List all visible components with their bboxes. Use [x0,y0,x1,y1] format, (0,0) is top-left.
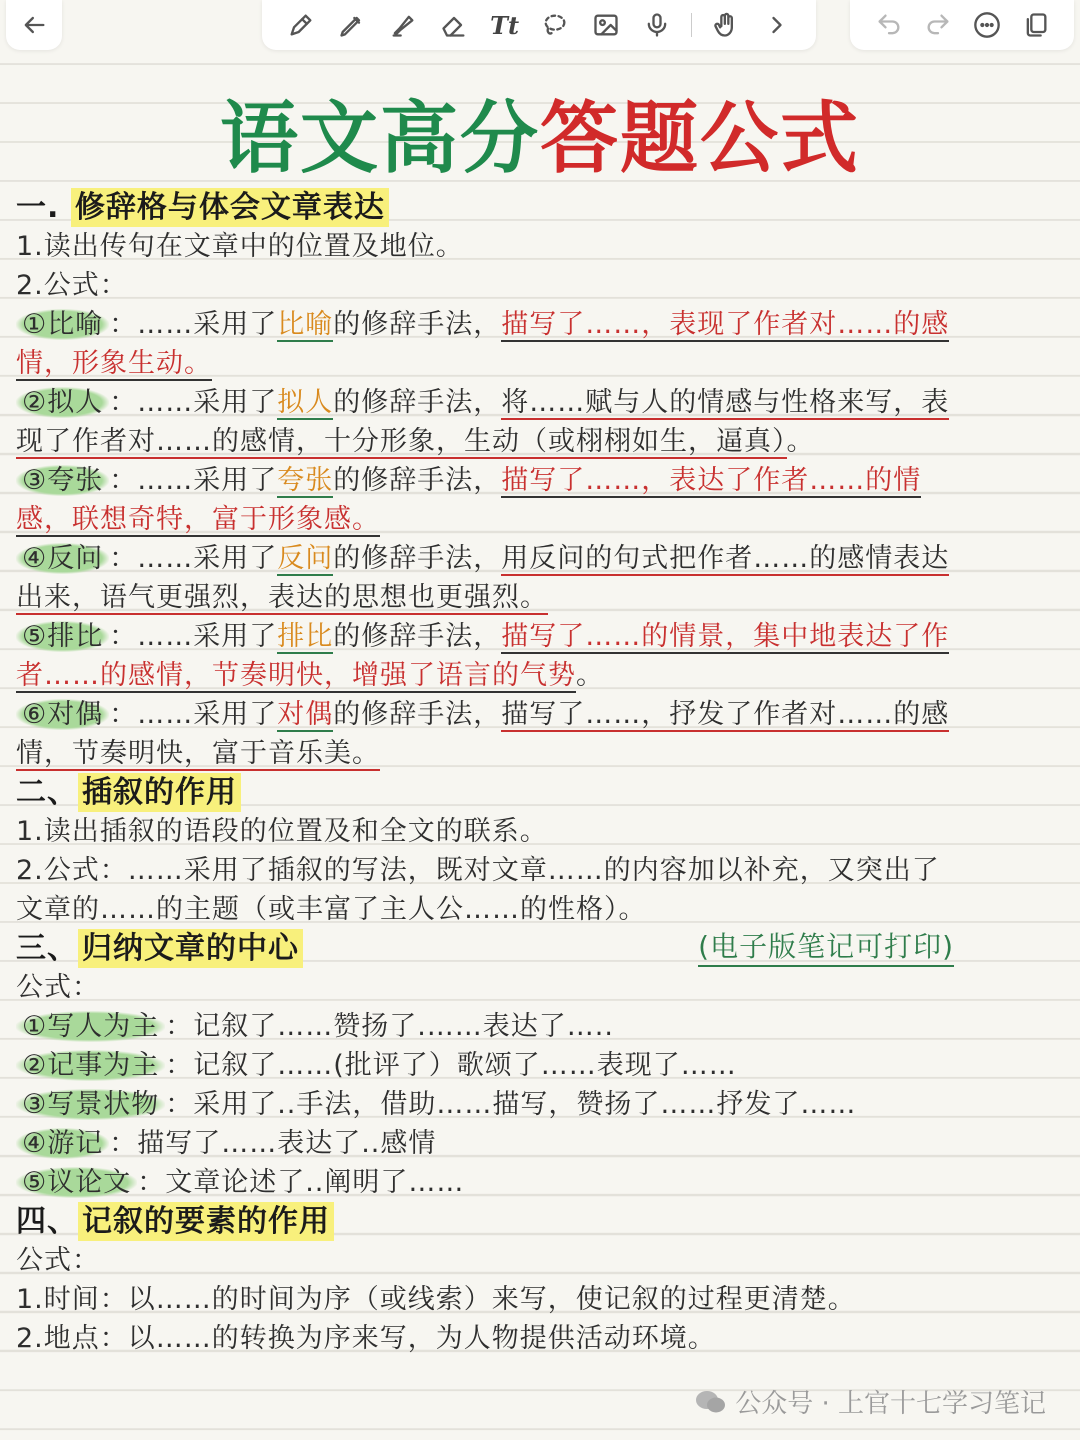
formula-text: 描写了……，抒发了作者对……的感 [501,699,950,730]
redo-icon[interactable] [921,8,955,42]
center-text: ：文章论述了..阐明了…… [137,1167,465,1198]
note-text: 的修辞手法， [333,387,502,418]
formula-text: 情，形象生动。 [16,348,212,379]
heading-text: 归纳文章的中心 [78,929,303,968]
rhetoric-metaphor-line-2 [16,344,1066,383]
rhetoric-label: ④反问 [16,543,109,574]
text-icon[interactable] [488,8,522,42]
note-text: ：……采用了 [109,543,278,574]
rhetoric-label: ⑥对偶 [16,699,109,730]
rhetoric-label: ②拟人 [16,387,109,418]
formula-text: 出来，语气更强烈，表达的思想也更强烈。 [16,582,548,613]
arrow-left-icon[interactable] [20,8,48,42]
rhetoric-metaphor-line-1 [16,305,1066,344]
microphone-icon[interactable] [640,8,674,42]
rhetoric-term: 反问 [277,543,334,574]
image-icon[interactable] [589,8,623,42]
formula-text: 用反问的句式把作者……的感情表达 [501,543,950,574]
wechat-icon [695,1389,727,1415]
note-text: ：……采用了 [109,699,278,730]
printable-note: (电子版笔记可打印) [698,929,954,967]
note-text: 的修辞手法， [333,465,502,496]
center-item-1 [16,1007,1066,1046]
note-line: 1.读出传句在文章中的位置及地位。 [16,231,464,262]
watermark [695,1383,1046,1420]
rhetoric-personify-line-1 [16,383,1066,422]
formula-text: 描写了……，表现了作者对……的感 [501,309,950,340]
center-text: ：采用了..手法，借助……描写，赞扬了……抒发了…… [165,1089,857,1120]
lasso-icon[interactable] [538,8,572,42]
heading-text: 插叙的作用 [78,773,241,812]
note-text: 的修辞手法， [333,309,502,340]
rhetoric-term: 拟人 [277,387,334,418]
eraser-icon[interactable] [437,8,471,42]
note-line: 2.地点：以……的转换为序来写，为人物提供活动环境。 [16,1323,716,1354]
title-green-part: 语文高分 [219,94,540,184]
undo-icon[interactable] [872,8,906,42]
formula-text: 描写了……的情景，集中地表达了作 [501,621,950,652]
heading-text: 修辞格与体会文章表达 [71,188,389,227]
toolbar-tools [262,0,816,50]
center-item-2 [16,1046,1066,1085]
rhetoric-label: ⑤排比 [16,621,109,652]
rhetoric-term: 夸张 [277,465,334,496]
note-line: 文章的……的主题（或丰富了主人公……的性格）。 [16,894,647,925]
note-text: ：……采用了 [109,465,278,496]
center-item-3 [16,1085,1066,1124]
toolbar-right [850,0,1074,50]
note-line: 1.读出插叙的语段的位置及和全文的联系。 [16,816,548,847]
rhetoric-term: 对偶 [277,699,334,730]
highlighter-icon[interactable] [386,8,420,42]
note-text: 。 [786,426,815,457]
more-icon[interactable] [970,8,1004,42]
formula-text: 者……的感情，节奏明快，增强了语言的气势 [16,660,576,691]
section-heading-1 [16,188,1066,227]
note-line: 公式： [16,972,100,1003]
note-line: 2.公式：……采用了插叙的写法，既对文章……的内容加以补充，又突出了 [16,855,940,886]
heading-number: 四、 [16,1204,78,1239]
note-text: 。 [576,660,604,691]
hand-icon[interactable] [709,8,743,42]
note-line: 公式： [16,1245,100,1276]
center-text: ：记叙了……(批评了）歌颂了……表现了…… [165,1050,737,1081]
chevron-right-icon[interactable] [760,8,794,42]
rhetoric-exaggerate-line-1 [16,461,1066,500]
formula-text: 情，节奏明快，富于音乐美。 [16,738,380,769]
heading-number: 三、 [16,931,78,966]
center-label: ②记事为主 [16,1050,165,1081]
pages-icon[interactable] [1019,8,1053,42]
heading-number: 一. [16,190,60,225]
rhetoric-antithesis-line-2 [16,734,1066,773]
formula-text: 描写了……，表达了作者……的情 [501,465,922,496]
center-item-4 [16,1124,1066,1163]
note-text: 的修辞手法， [333,621,502,652]
center-label: ④游记 [16,1128,109,1159]
page-title [0,76,1080,188]
rhetoric-term: 排比 [277,621,334,652]
note-text: ：……采用了 [109,309,278,340]
section-heading-2 [16,773,1066,812]
heading-text: 记叙的要素的作用 [78,1202,334,1241]
rhetoric-parallel-line-1 [16,617,1066,656]
note-text: 的修辞手法， [333,699,502,730]
note-text: ：……采用了 [109,387,278,418]
center-label: ⑤议论文 [16,1167,137,1198]
note-text: 的修辞手法， [333,543,502,574]
rhetoric-label: ①比喻 [16,309,109,340]
rhetoric-term: 比喻 [277,309,334,340]
notes-content [16,188,1066,1358]
center-text: ：描写了……表达了..感情 [109,1128,437,1159]
toolbar-left [6,0,62,50]
section-heading-4 [16,1202,1066,1241]
rhetoric-parallel-line-2 [16,656,1066,695]
rhetoric-label: ③夸张 [16,465,109,496]
watermark-text: 公众号 · 上官十七学习笔记 [735,1389,1046,1419]
rhetoric-antithesis-line-1 [16,695,1066,734]
rhetoric-personify-line-2 [16,422,1066,461]
toolbar-separator [691,13,692,37]
note-line: 1.时间：以……的时间为序（或线索）来写，使记叙的过程更清楚。 [16,1284,856,1315]
text-tool-label: Tt [490,10,520,40]
rhetoric-rhetorical-line-2 [16,578,1066,617]
center-label: ③写景状物 [16,1089,165,1120]
heading-number: 二、 [16,775,78,810]
formula-text: 感，联想奇特，富于形象感。 [16,504,380,535]
center-item-5 [16,1163,1066,1202]
formula-text: 现了作者对……的感情，十分形象，生动（或栩栩如生，逼真） [16,426,787,457]
note-line: 2.公式： [16,270,128,301]
rhetoric-rhetorical-line-1 [16,539,1066,578]
formula-text: 将……赋与人的情感与性格来写，表 [501,387,950,418]
title-red-part: 答题公式 [540,94,861,184]
pen-icon[interactable] [284,8,318,42]
section-heading-3 [16,929,1066,968]
note-text: ：……采用了 [109,621,278,652]
rhetoric-exaggerate-line-2 [16,500,1066,539]
center-label: ①写人为主 [16,1011,165,1042]
pencil-icon[interactable] [335,8,369,42]
center-text: ：记叙了……赞扬了.……表达了….. [165,1011,614,1042]
